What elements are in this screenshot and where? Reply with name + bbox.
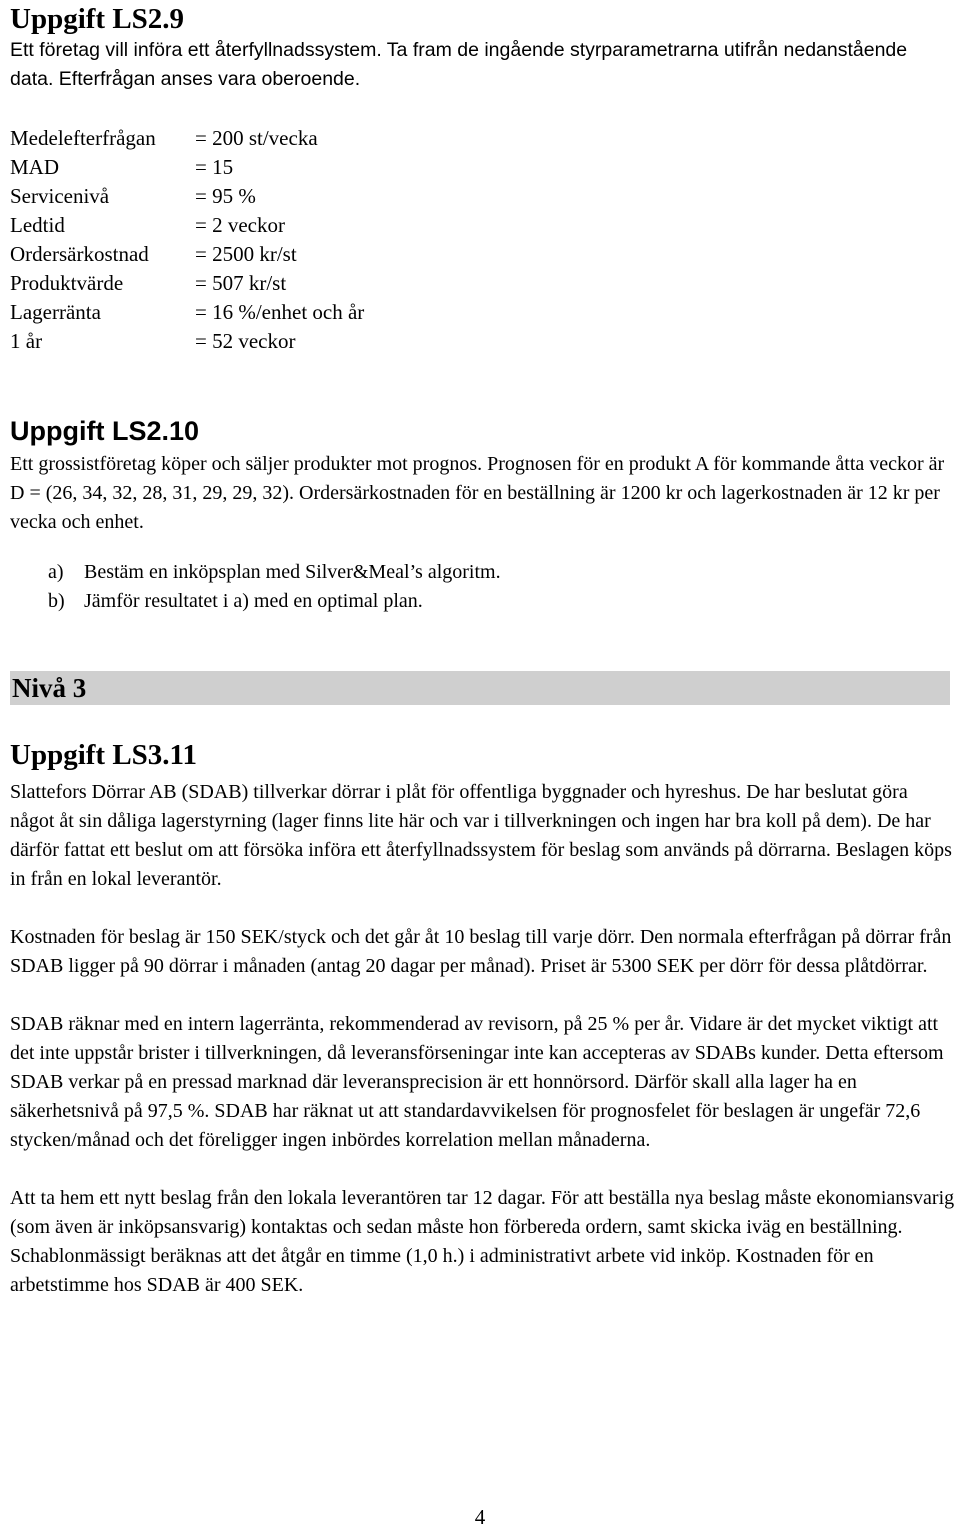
- parameter-value: = 507 kr/st: [195, 271, 287, 295]
- parameter-name: Ordersärkostnad: [10, 242, 149, 266]
- parameter-row: [10, 124, 955, 153]
- list-item: [10, 587, 955, 616]
- parameter-value: = 95 %: [195, 184, 256, 208]
- parameter-value: = 15: [195, 155, 234, 179]
- parameter-row: [10, 240, 955, 269]
- parameter-name: Lagerränta: [10, 300, 101, 324]
- subtask-list: [10, 558, 955, 616]
- task-intro: Ett företag vill införa ett återfyllnadssystem. Ta fram de ingående styrparametrarna utifrån nedanstående data. Efterfrågan anses vara oberoende.: [10, 39, 908, 90]
- paragraph: Kostnaden för beslag är 150 SEK/styck och det går åt 10 beslag till varje dörr. Den normala efterfrågan på dörrar från SDAB ligger på 90 dörrar i månaden (antag 20 dagar per månad). Priset är 5300 SEK per dörr för dessa plåtdörrar.: [10, 926, 952, 977]
- parameter-value: = 16 %/enhet och år: [195, 300, 365, 324]
- paragraph: SDAB räknar med en intern lagerränta, rekommenderad av revisorn, på 25 % per år. Vidare är det mycket viktigt att det inte uppstår brister i tillverkningen, då leveransförseningar inte kan accepteras av SDABs kunder. Detta eftersom SDAB verkar på en pressad marknad där leveransprecision är ett honnörsord. Därför skall alla lager ha en säkerhetsnivå på 97,5 %. SDAB har räknat ut att standardavvikelsen för prognosfelet för beslagen är ungefär 72,6 stycken/månad och det föreligger ingen inbördes korrelation mellan månaderna.: [10, 1013, 944, 1151]
- task-text: Ett grossistföretag köper och säljer produkter mot prognos. Prognosen för en produkt A för kommande åtta veckor är D = (26, 34, 32, 28, 31, 29, 29, 32). Ordersärkostnaden för en beställning är 1200 kr och lagerkostnaden är 12 kr per vecka och enhet.: [10, 453, 945, 533]
- parameter-name: Medelefterfrågan: [10, 126, 156, 150]
- parameter-name: Servicenivå: [10, 184, 110, 208]
- parameter-name: Produktvärde: [10, 271, 124, 295]
- parameter-name: 1 år: [10, 329, 43, 353]
- page-number: 4: [474, 1505, 486, 1529]
- parameter-list: [10, 124, 955, 356]
- parameter-value: = 52 veckor: [195, 329, 296, 353]
- document-page: [10, 0, 955, 1300]
- paragraph: Att ta hem ett nytt beslag från den lokala leverantören tar 12 dagar. För att beställa nya beslag måste ekonomiansvarig (som även är inköpsansvarig) kontaktas och sedan måste hon förbereda ordern, samt skicka iväg en beställning. Schablonmässigt beräknas att det åtgår en timme (1,0 h.) i administrativt arbete vid inköp. Kostnaden för en arbetstimme hos SDAB är 400 SEK.: [10, 1187, 955, 1296]
- list-marker: b): [48, 590, 65, 612]
- parameter-value: = 2 veckor: [195, 213, 285, 237]
- parameter-row: [10, 211, 955, 240]
- parameter-name: MAD: [10, 155, 60, 179]
- paragraph: Slattefors Dörrar AB (SDAB) tillverkar dörrar i plåt för offentliga byggnader och hyreshus. De har beslutat göra något åt sin dåliga lagerstyrning (lager finns lite här och var i tillverkningen och ingen har bra koll på dem). De har därför fattat ett beslut om att försöka införa ett återfyllnadssystem för beslag som används på dörrarna. Beslagen köps in från en lokal leverantör.: [10, 781, 952, 890]
- parameter-value: = 200 st/vecka: [195, 126, 318, 150]
- parameter-row: [10, 327, 955, 356]
- list-item-text: Jämför resultatet i a) med en optimal plan.: [84, 590, 423, 612]
- task-title-ls2-9: Uppgift LS2.9: [10, 3, 185, 35]
- parameter-value: = 2500 kr/st: [195, 242, 297, 266]
- parameter-row: [10, 269, 955, 298]
- list-item-text: Bestäm en inköpsplan med Silver&Meal’s algoritm.: [84, 561, 501, 583]
- level-heading: Nivå 3: [10, 671, 950, 705]
- parameter-row: [10, 153, 955, 182]
- task-title-ls2-10: Uppgift LS2.10: [10, 416, 200, 446]
- list-marker: a): [48, 561, 64, 583]
- task-title-ls3-11: Uppgift LS3.11: [10, 739, 197, 771]
- parameter-row: [10, 182, 955, 211]
- parameter-name: Ledtid: [10, 213, 65, 237]
- parameter-row: [10, 298, 955, 327]
- list-item: [10, 558, 955, 587]
